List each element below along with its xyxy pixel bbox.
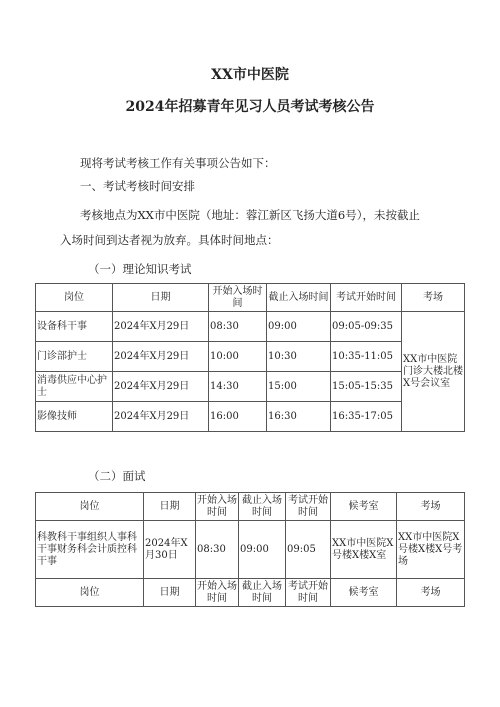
header-position: 岗位 xyxy=(36,579,144,607)
cell-entry-start: 08:30 xyxy=(209,312,267,342)
cell-date: 2024年X月29日 xyxy=(113,372,209,402)
cell-venue: XX市中医院X号楼X楼X号考场 xyxy=(397,521,465,579)
cell-date: 2024年X月29日 xyxy=(113,312,209,342)
cell-entry-start: 16:00 xyxy=(209,402,267,432)
header-date: 日期 xyxy=(113,284,209,312)
header-venue: 考场 xyxy=(402,284,465,312)
cell-entry-end: 09:00 xyxy=(267,312,331,342)
cell-entry-start: 14:30 xyxy=(209,372,267,402)
cell-venue: XX市中医院门诊大楼北楼X号会议室 xyxy=(402,312,465,432)
location-text-line1: 考核地点为XX市中医院（地址：蓉江新区飞扬大道6号），未按截止 xyxy=(80,208,420,222)
cell-date: 2024年X月30日 xyxy=(144,521,196,579)
table-row xyxy=(36,521,465,579)
header-entry-end: 截止入场时间 xyxy=(239,579,286,607)
subheading-theory-exam: （一）理论知识考试 xyxy=(88,262,192,276)
header-entry-start: 开始入场时间 xyxy=(196,493,239,521)
table-row xyxy=(36,372,465,402)
subheading-interview: （二）面试 xyxy=(88,469,146,483)
cell-position: 影像技师 xyxy=(36,402,113,432)
header-venue: 考场 xyxy=(397,579,465,607)
announcement-title: 2024年招募青年见习人员考试考核公告 xyxy=(125,99,375,115)
cell-position: 消毒供应中心护士 xyxy=(36,372,113,402)
cell-entry-end: 16:30 xyxy=(267,402,331,432)
header-position: 岗位 xyxy=(36,493,144,521)
location-text-line2: 入场时间到达者视为放弃。具体时间地点： xyxy=(60,233,279,247)
table-row xyxy=(36,402,465,432)
header-entry-start: 开始入场时间 xyxy=(209,284,267,312)
cell-exam-time: 10:35-11:05 xyxy=(331,342,402,372)
header-date: 日期 xyxy=(144,493,196,521)
cell-position: 设备科干事 xyxy=(36,312,113,342)
header-exam-start: 考试开始时间 xyxy=(286,493,331,521)
cell-entry-start: 10:00 xyxy=(209,342,267,372)
interview-table xyxy=(35,492,465,607)
table-row xyxy=(36,312,465,342)
header-entry-end: 截止入场时间 xyxy=(239,493,286,521)
header-entry-end: 截止入场时间 xyxy=(267,284,331,312)
cell-position: 门诊部护士 xyxy=(36,342,113,372)
cell-position: 科教科干事组织人事科干事财务科会计质控科干事 xyxy=(36,521,144,579)
header-venue: 考场 xyxy=(397,493,465,521)
cell-entry-start: 08:30 xyxy=(196,521,239,579)
cell-exam-start: 09:05 xyxy=(286,521,331,579)
cell-entry-end: 10:30 xyxy=(267,342,331,372)
header-waiting-room: 候考室 xyxy=(331,579,397,607)
header-exam-start: 考试开始时间 xyxy=(331,284,402,312)
table-row xyxy=(36,342,465,372)
header-exam-start: 考试开始时间 xyxy=(286,579,331,607)
table-header-row xyxy=(36,493,465,521)
cell-exam-time: 09:05-09:35 xyxy=(331,312,402,342)
cell-entry-end: 09:00 xyxy=(239,521,286,579)
theory-exam-table xyxy=(35,283,465,432)
cell-waiting-room: XX市中医院X号楼X楼X室 xyxy=(331,521,397,579)
header-date: 日期 xyxy=(144,579,196,607)
cell-exam-time: 15:05-15:35 xyxy=(331,372,402,402)
hospital-title: XX市中医院 xyxy=(211,67,289,83)
cell-exam-time: 16:35-17:05 xyxy=(331,402,402,432)
table-header-row-repeat xyxy=(36,579,465,607)
header-waiting-room: 候考室 xyxy=(331,493,397,521)
cell-date: 2024年X月29日 xyxy=(113,402,209,432)
header-position: 岗位 xyxy=(36,284,113,312)
section-heading-schedule: 一、考试考核时间安排 xyxy=(80,179,195,193)
intro-text: 现将考试考核工作有关事项公告如下： xyxy=(80,156,276,170)
cell-entry-end: 15:00 xyxy=(267,372,331,402)
header-entry-start: 开始入场时间 xyxy=(196,579,239,607)
cell-date: 2024年X月29日 xyxy=(113,342,209,372)
table-header-row xyxy=(36,284,465,312)
